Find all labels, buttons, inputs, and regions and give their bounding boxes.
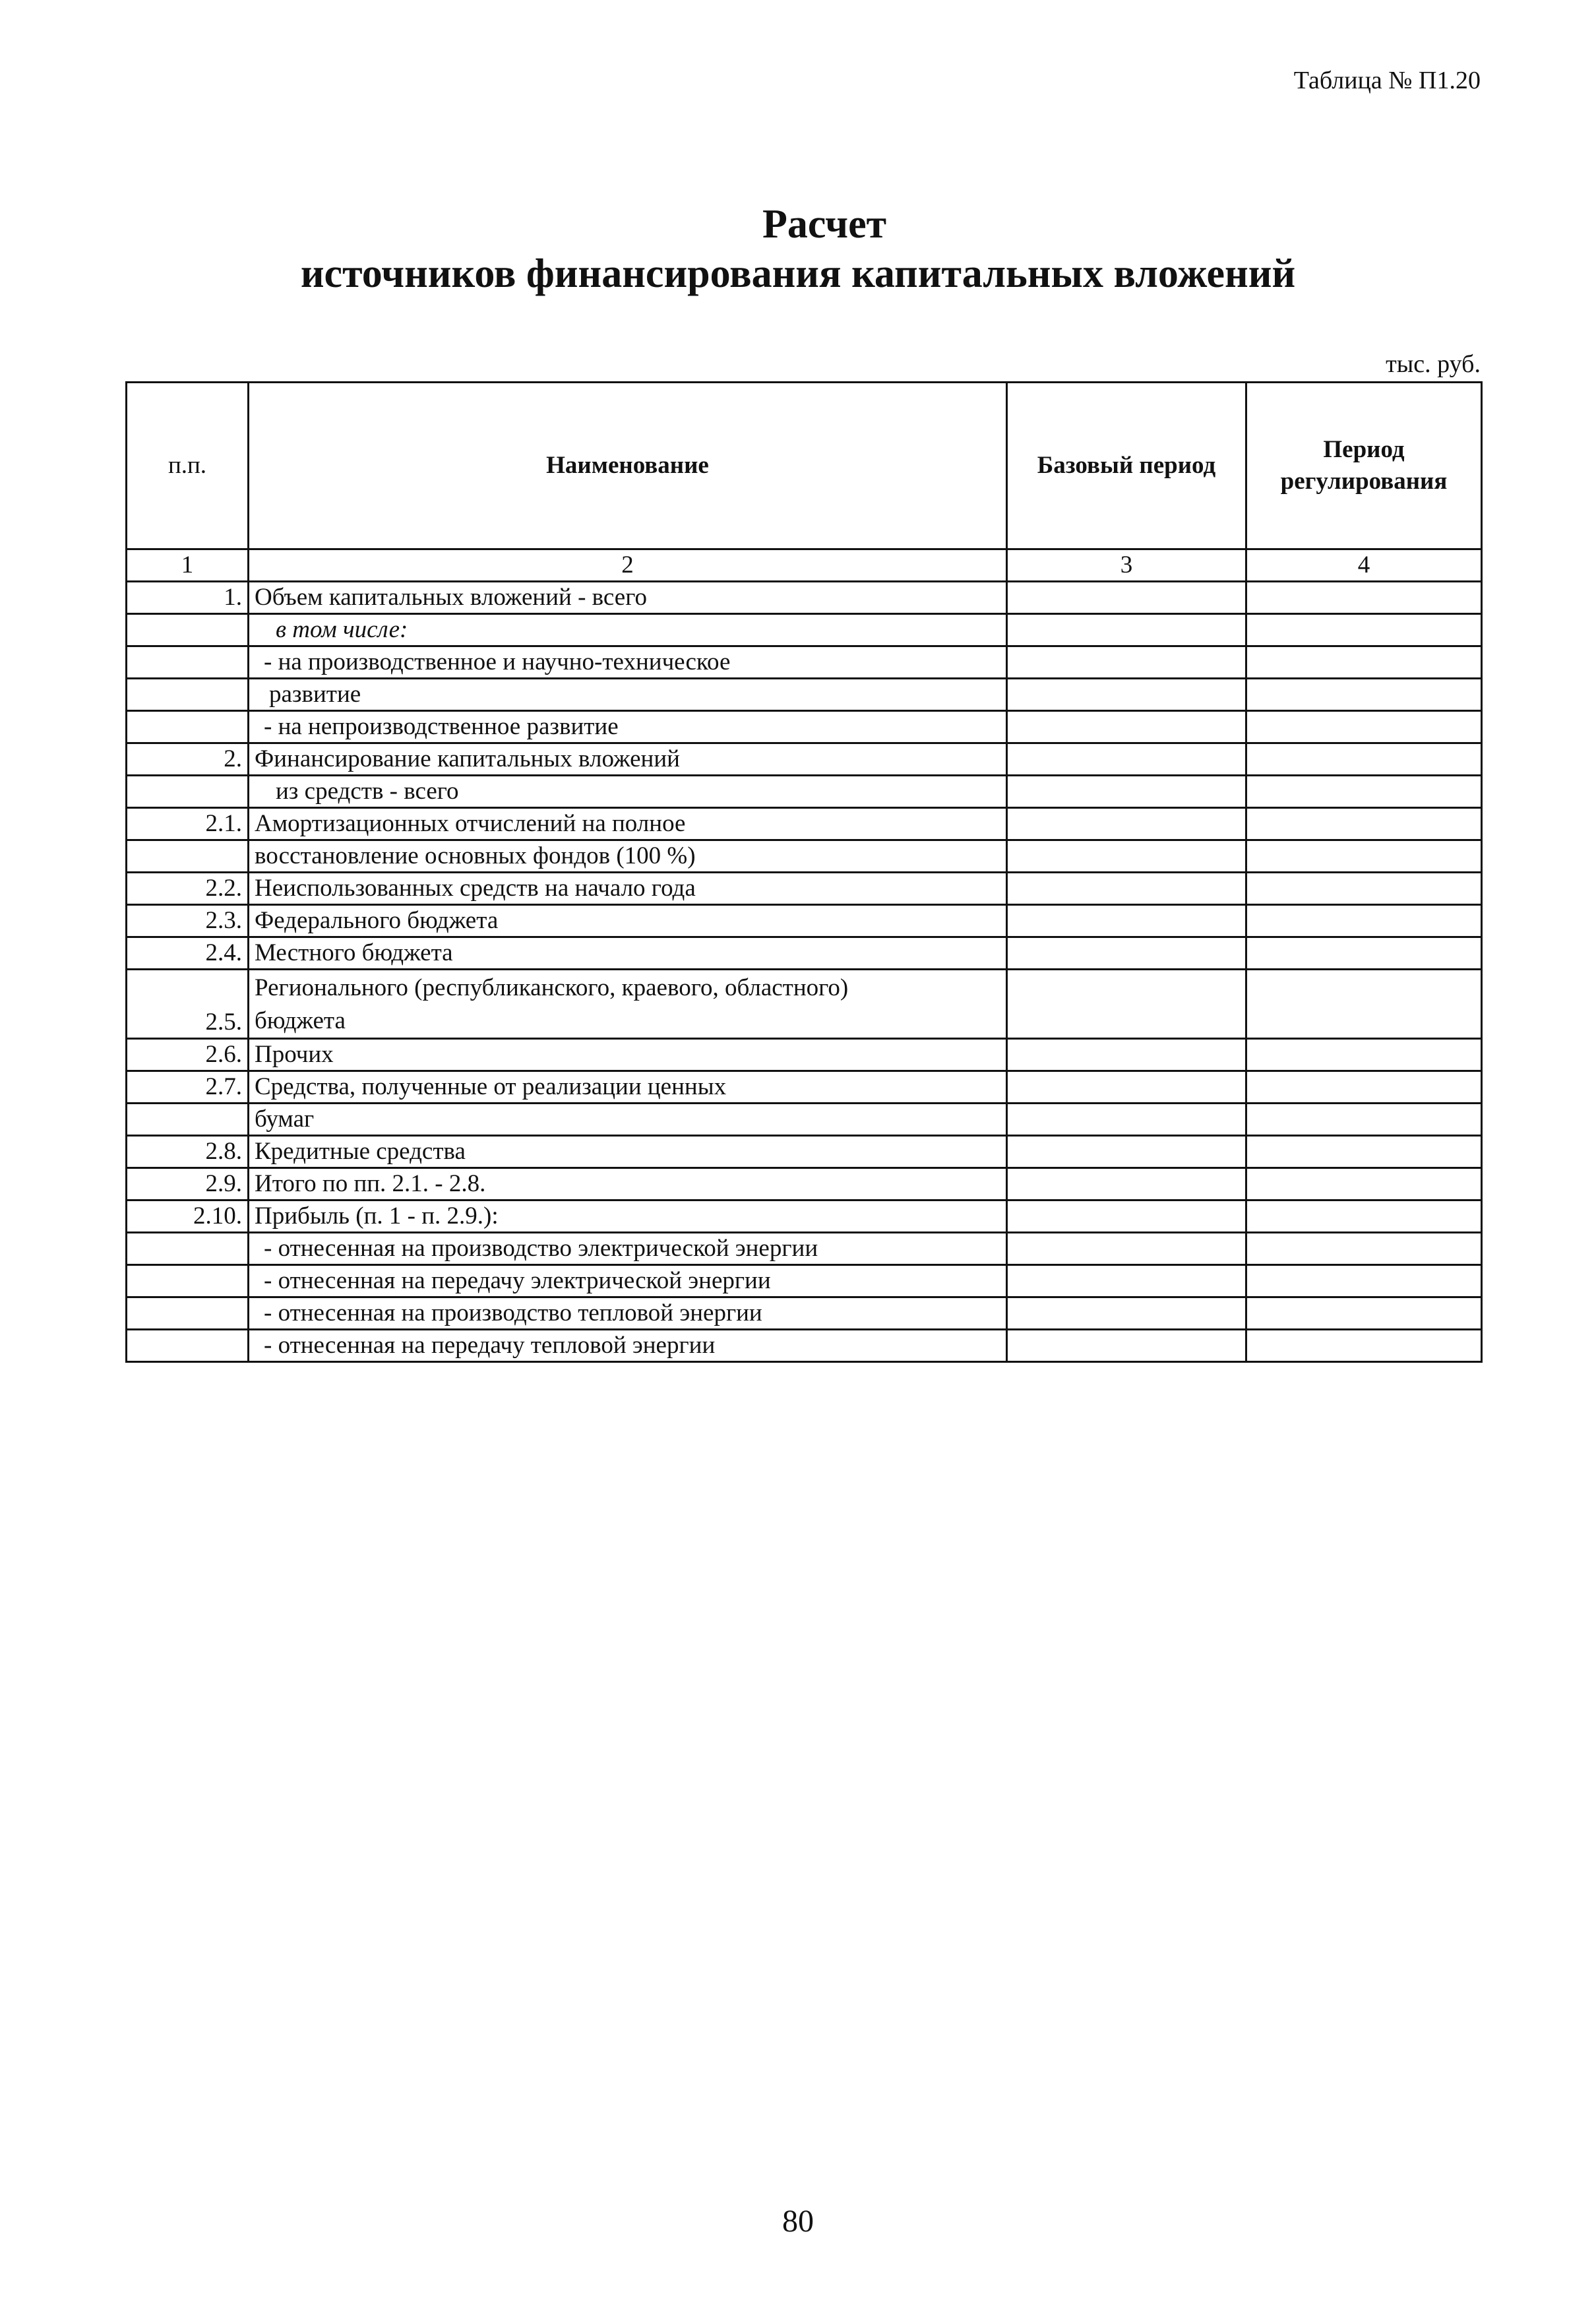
row-name: Местного бюджета bbox=[249, 937, 1007, 970]
table-row bbox=[127, 582, 1482, 614]
row-name: Неиспользованных средств на начало года bbox=[249, 873, 1007, 905]
column-header-number: п.п. bbox=[127, 383, 249, 549]
base-period-cell bbox=[1007, 1071, 1246, 1104]
row-number: 2. bbox=[127, 743, 249, 776]
row-name: Объем капитальных вложений - всего bbox=[249, 582, 1007, 614]
regulation-period-cell bbox=[1246, 937, 1482, 970]
table-row bbox=[127, 679, 1482, 711]
table-row bbox=[127, 937, 1482, 970]
row-number bbox=[127, 840, 249, 873]
row-number: 2.4. bbox=[127, 937, 249, 970]
column-number: 1 bbox=[127, 549, 249, 582]
row-name: - отнесенная на производство электрической энергии bbox=[249, 1233, 1007, 1265]
regulation-period-cell bbox=[1246, 1330, 1482, 1362]
regulation-period-cell bbox=[1246, 1071, 1482, 1104]
row-name: восстановление основных фондов (100 %) bbox=[249, 840, 1007, 873]
regulation-period-cell bbox=[1246, 905, 1482, 937]
row-name: - отнесенная на передачу тепловой энергии bbox=[249, 1330, 1007, 1362]
table-row bbox=[127, 905, 1482, 937]
regulation-period-cell bbox=[1246, 582, 1482, 614]
regulation-period-cell bbox=[1246, 1297, 1482, 1330]
row-name: бумаг bbox=[249, 1104, 1007, 1136]
row-number: 2.1. bbox=[127, 808, 249, 840]
regulation-period-cell bbox=[1246, 873, 1482, 905]
table-row bbox=[127, 1104, 1482, 1136]
regulation-period-cell bbox=[1246, 1039, 1482, 1071]
page-title-line2: источников финансирования капитальных вложений bbox=[300, 251, 1296, 296]
regulation-period-cell bbox=[1246, 743, 1482, 776]
table-row bbox=[127, 776, 1482, 808]
base-period-cell bbox=[1007, 1104, 1246, 1136]
base-period-cell bbox=[1007, 1168, 1246, 1200]
regulation-period-cell bbox=[1246, 970, 1482, 1039]
table-row bbox=[127, 646, 1482, 679]
financing-table bbox=[125, 381, 1483, 1363]
base-period-cell bbox=[1007, 1330, 1246, 1362]
row-number bbox=[127, 776, 249, 808]
base-period-cell bbox=[1007, 743, 1246, 776]
table-row bbox=[127, 1168, 1482, 1200]
row-number: 2.8. bbox=[127, 1136, 249, 1168]
regulation-period-cell bbox=[1246, 679, 1482, 711]
page-title-line1: Расчет bbox=[762, 202, 887, 247]
base-period-cell bbox=[1007, 776, 1246, 808]
base-period-cell bbox=[1007, 1136, 1246, 1168]
row-number bbox=[127, 1330, 249, 1362]
row-name: развитие bbox=[249, 679, 1007, 711]
table-reference: Таблица № П1.20 bbox=[1293, 67, 1481, 94]
row-name: Итого по пп. 2.1. - 2.8. bbox=[249, 1168, 1007, 1200]
table-row bbox=[127, 1136, 1482, 1168]
row-number bbox=[127, 646, 249, 679]
table-row bbox=[127, 1330, 1482, 1362]
regulation-period-cell bbox=[1246, 1136, 1482, 1168]
row-name: из средств - всего bbox=[249, 776, 1007, 808]
row-name-line1: Регионального (республиканского, краевого, областного) bbox=[255, 974, 849, 1001]
row-number bbox=[127, 614, 249, 646]
column-number: 4 bbox=[1246, 549, 1482, 582]
row-name: Финансирование капитальных вложений bbox=[249, 743, 1007, 776]
regulation-period-cell bbox=[1246, 1168, 1482, 1200]
table-row bbox=[127, 1200, 1482, 1233]
row-number: 2.2. bbox=[127, 873, 249, 905]
row-name: Федерального бюджета bbox=[249, 905, 1007, 937]
table-row bbox=[127, 873, 1482, 905]
base-period-cell bbox=[1007, 1297, 1246, 1330]
regulation-period-cell bbox=[1246, 808, 1482, 840]
base-period-cell bbox=[1007, 711, 1246, 743]
row-name: Кредитные средства bbox=[249, 1136, 1007, 1168]
base-period-cell bbox=[1007, 582, 1246, 614]
table-row bbox=[127, 1039, 1482, 1071]
table-row bbox=[127, 1297, 1482, 1330]
row-name-line2: бюджета bbox=[255, 1007, 346, 1034]
row-number: 2.6. bbox=[127, 1039, 249, 1071]
row-number bbox=[127, 1104, 249, 1136]
column-header-name: Наименование bbox=[249, 383, 1007, 549]
table-row bbox=[127, 970, 1482, 1039]
row-number: 2.3. bbox=[127, 905, 249, 937]
row-name: Прибыль (п. 1 - п. 2.9.): bbox=[249, 1200, 1007, 1233]
base-period-cell bbox=[1007, 679, 1246, 711]
table-row bbox=[127, 711, 1482, 743]
row-name: Средства, полученные от реализации ценных bbox=[249, 1071, 1007, 1104]
regulation-period-cell bbox=[1246, 711, 1482, 743]
row-number: 2.5. bbox=[127, 970, 249, 1039]
regulation-period-cell bbox=[1246, 646, 1482, 679]
base-period-cell bbox=[1007, 614, 1246, 646]
column-header-regulation-period: Период регулирования bbox=[1246, 383, 1482, 549]
row-number: 1. bbox=[127, 582, 249, 614]
row-name bbox=[249, 970, 1007, 1039]
base-period-cell bbox=[1007, 937, 1246, 970]
table-row bbox=[127, 743, 1482, 776]
row-name: Прочих bbox=[249, 1039, 1007, 1071]
row-number bbox=[127, 1297, 249, 1330]
row-number: 2.10. bbox=[127, 1200, 249, 1233]
regulation-period-cell bbox=[1246, 614, 1482, 646]
base-period-cell bbox=[1007, 646, 1246, 679]
row-number: 2.9. bbox=[127, 1168, 249, 1200]
base-period-cell bbox=[1007, 1039, 1246, 1071]
row-name: - на производственное и научно-техническое bbox=[249, 646, 1007, 679]
table-header-row bbox=[127, 383, 1482, 549]
base-period-cell bbox=[1007, 1200, 1246, 1233]
regulation-period-cell bbox=[1246, 776, 1482, 808]
base-period-cell bbox=[1007, 1233, 1246, 1265]
table-row bbox=[127, 1265, 1482, 1297]
row-number bbox=[127, 1233, 249, 1265]
units-label: тыс. руб. bbox=[1386, 350, 1481, 378]
row-number bbox=[127, 679, 249, 711]
table-row bbox=[127, 614, 1482, 646]
regulation-period-cell bbox=[1246, 1233, 1482, 1265]
page-number: 80 bbox=[782, 2204, 814, 2239]
regulation-period-cell bbox=[1246, 1104, 1482, 1136]
base-period-cell bbox=[1007, 840, 1246, 873]
row-number bbox=[127, 711, 249, 743]
row-name: Амортизационных отчислений на полное bbox=[249, 808, 1007, 840]
row-name: - отнесенная на производство тепловой энергии bbox=[249, 1297, 1007, 1330]
base-period-cell bbox=[1007, 808, 1246, 840]
base-period-cell bbox=[1007, 970, 1246, 1039]
row-number bbox=[127, 1265, 249, 1297]
column-header-base-period: Базовый период bbox=[1007, 383, 1246, 549]
column-number: 3 bbox=[1007, 549, 1246, 582]
base-period-cell bbox=[1007, 873, 1246, 905]
regulation-period-cell bbox=[1246, 1265, 1482, 1297]
regulation-period-cell bbox=[1246, 1200, 1482, 1233]
row-name: в том числе: bbox=[249, 614, 1007, 646]
base-period-cell bbox=[1007, 905, 1246, 937]
table-row bbox=[127, 1071, 1482, 1104]
table-row bbox=[127, 840, 1482, 873]
column-number: 2 bbox=[249, 549, 1007, 582]
table-row bbox=[127, 808, 1482, 840]
column-number-row bbox=[127, 549, 1482, 582]
row-name: - отнесенная на передачу электрической энергии bbox=[249, 1265, 1007, 1297]
row-number: 2.7. bbox=[127, 1071, 249, 1104]
base-period-cell bbox=[1007, 1265, 1246, 1297]
row-name: - на непроизводственное развитие bbox=[249, 711, 1007, 743]
table-row bbox=[127, 1233, 1482, 1265]
regulation-period-cell bbox=[1246, 840, 1482, 873]
